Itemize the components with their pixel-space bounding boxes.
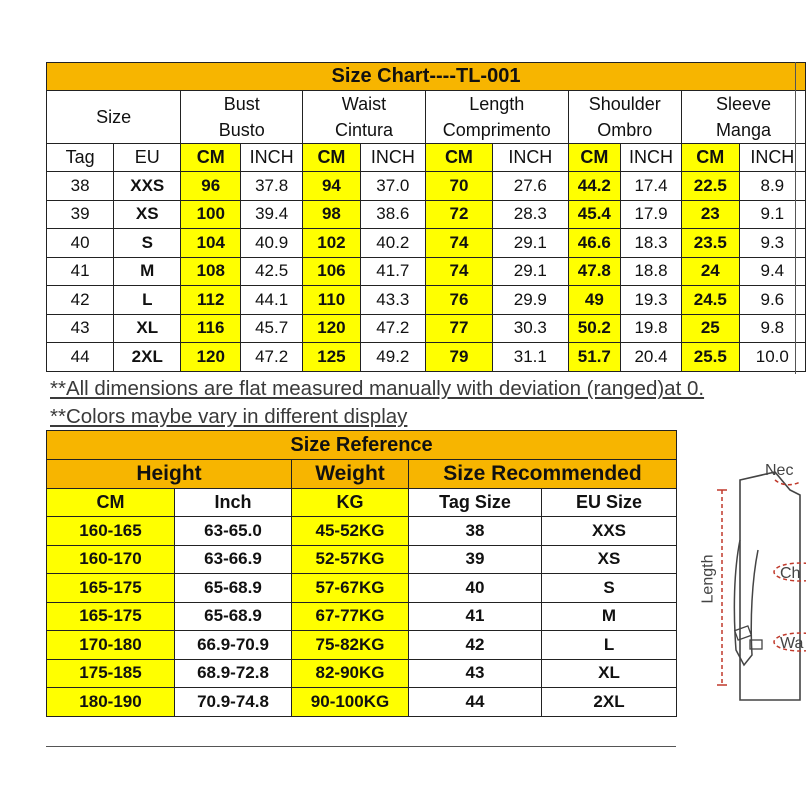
recommended-header: Size Recommended bbox=[409, 460, 677, 489]
tag-label: Tag bbox=[47, 144, 114, 172]
size-header: Size bbox=[47, 91, 181, 144]
inch-cell: 68.9-72.8 bbox=[175, 659, 292, 688]
measure-header: Sleeve Manga bbox=[681, 91, 805, 144]
cm-cell: 180-190 bbox=[47, 688, 175, 717]
size-reference-title: Size Reference bbox=[47, 431, 677, 460]
cm-value-cell: 50.2 bbox=[568, 314, 620, 343]
eu-cell: 2XL bbox=[542, 688, 677, 717]
measure-header: Waist Cintura bbox=[303, 91, 426, 144]
eu-cell: L bbox=[542, 631, 677, 660]
measure-header: Length Comprimento bbox=[425, 91, 568, 144]
cm-value-cell: 120 bbox=[303, 314, 361, 343]
size-chart-table bbox=[46, 62, 806, 372]
size-reference-row bbox=[47, 602, 677, 631]
inch-label: INCH bbox=[493, 144, 569, 172]
size-chart-row bbox=[47, 172, 806, 201]
size-reference-body bbox=[47, 517, 677, 717]
cm-value-cell: 49 bbox=[568, 286, 620, 315]
inch-cell: 70.9-74.8 bbox=[175, 688, 292, 717]
tag-cell: 43 bbox=[409, 659, 542, 688]
size-chart-row bbox=[47, 200, 806, 229]
eu-cell: XXS bbox=[542, 517, 677, 546]
tag-cell: 39 bbox=[409, 545, 542, 574]
cm-value-cell: 74 bbox=[425, 229, 492, 258]
size-chart-body bbox=[47, 172, 806, 372]
garment-diagram bbox=[699, 450, 804, 700]
cm-value-cell: 116 bbox=[181, 314, 241, 343]
inch-value-cell: 27.6 bbox=[493, 172, 569, 201]
tag-cell: 42 bbox=[409, 631, 542, 660]
inch-label: INCH bbox=[360, 144, 425, 172]
size-chart-row bbox=[47, 229, 806, 258]
cm-label: CM bbox=[568, 144, 620, 172]
size-reference-row bbox=[47, 517, 677, 546]
measurement-note: **All dimensions are flat measured manually with deviation (ranged)at 0. bbox=[50, 377, 705, 400]
measure-header: Bust Busto bbox=[181, 91, 303, 144]
inch-value-cell: 29.1 bbox=[493, 229, 569, 258]
size-chart-title: Size Chart----TL-001 bbox=[47, 63, 806, 91]
cm-value-cell: 100 bbox=[181, 200, 241, 229]
length-label: Length bbox=[699, 554, 717, 604]
cm-value-cell: 46.6 bbox=[568, 229, 620, 258]
inch-value-cell: 19.3 bbox=[621, 286, 682, 315]
cm-value-cell: 79 bbox=[425, 343, 492, 372]
tag-cell: 40 bbox=[409, 574, 542, 603]
eu-cell: XXS bbox=[114, 172, 181, 201]
height-header: Height bbox=[47, 460, 292, 489]
eu-size-header: EU Size bbox=[542, 489, 677, 517]
neck-label: Nec bbox=[765, 462, 794, 479]
tag-cell: 39 bbox=[47, 200, 114, 229]
kg-cell: 67-77KG bbox=[292, 602, 409, 631]
tag-cell: 43 bbox=[47, 314, 114, 343]
eu-cell: XS bbox=[114, 200, 181, 229]
size-reference-row bbox=[47, 574, 677, 603]
inch-label: INCH bbox=[621, 144, 682, 172]
measure-header: Shoulder Ombro bbox=[568, 91, 681, 144]
inch-value-cell: 19.8 bbox=[621, 314, 682, 343]
eu-cell: M bbox=[114, 257, 181, 286]
inch-value-cell: 47.2 bbox=[360, 314, 425, 343]
inch-value-cell: 8.9 bbox=[739, 172, 805, 201]
kg-header: KG bbox=[292, 489, 409, 517]
eu-cell: XS bbox=[542, 545, 677, 574]
cm-value-cell: 98 bbox=[303, 200, 361, 229]
size-chart-row bbox=[47, 314, 806, 343]
eu-cell: L bbox=[114, 286, 181, 315]
size-chart-row bbox=[47, 286, 806, 315]
cm-value-cell: 110 bbox=[303, 286, 361, 315]
inch-value-cell: 44.1 bbox=[241, 286, 303, 315]
inch-header: Inch bbox=[175, 489, 292, 517]
cm-value-cell: 24.5 bbox=[681, 286, 739, 315]
kg-cell: 90-100KG bbox=[292, 688, 409, 717]
inch-value-cell: 9.4 bbox=[739, 257, 805, 286]
cm-value-cell: 70 bbox=[425, 172, 492, 201]
size-reference-row bbox=[47, 659, 677, 688]
inch-value-cell: 37.8 bbox=[241, 172, 303, 201]
inch-value-cell: 47.2 bbox=[241, 343, 303, 372]
inch-value-cell: 9.1 bbox=[739, 200, 805, 229]
cm-cell: 165-175 bbox=[47, 574, 175, 603]
eu-cell: M bbox=[542, 602, 677, 631]
inch-value-cell: 41.7 bbox=[360, 257, 425, 286]
inch-value-cell: 42.5 bbox=[241, 257, 303, 286]
cm-value-cell: 76 bbox=[425, 286, 492, 315]
cm-value-cell: 108 bbox=[181, 257, 241, 286]
inch-value-cell: 9.8 bbox=[739, 314, 805, 343]
cm-label: CM bbox=[303, 144, 361, 172]
eu-label: EU bbox=[114, 144, 181, 172]
cm-value-cell: 94 bbox=[303, 172, 361, 201]
size-chart-title-row bbox=[47, 63, 806, 91]
tag-cell: 41 bbox=[409, 602, 542, 631]
tag-cell: 44 bbox=[409, 688, 542, 717]
kg-cell: 75-82KG bbox=[292, 631, 409, 660]
cm-label: CM bbox=[181, 144, 241, 172]
tag-cell: 38 bbox=[47, 172, 114, 201]
group-header-row bbox=[47, 460, 677, 489]
unit-header-row bbox=[47, 144, 806, 172]
inch-value-cell: 45.7 bbox=[241, 314, 303, 343]
kg-cell: 82-90KG bbox=[292, 659, 409, 688]
tag-cell: 40 bbox=[47, 229, 114, 258]
size-reference-title-row bbox=[47, 431, 677, 460]
size-chart-row bbox=[47, 343, 806, 372]
size-chart-header-row bbox=[47, 91, 806, 144]
inch-value-cell: 18.8 bbox=[621, 257, 682, 286]
inch-value-cell: 9.6 bbox=[739, 286, 805, 315]
cm-header: CM bbox=[47, 489, 175, 517]
inch-label: INCH bbox=[739, 144, 805, 172]
inch-value-cell: 20.4 bbox=[621, 343, 682, 372]
eu-cell: S bbox=[114, 229, 181, 258]
cm-value-cell: 24 bbox=[681, 257, 739, 286]
size-reference-row bbox=[47, 545, 677, 574]
cm-value-cell: 112 bbox=[181, 286, 241, 315]
cm-cell: 160-165 bbox=[47, 517, 175, 546]
inch-value-cell: 30.3 bbox=[493, 314, 569, 343]
tag-cell: 44 bbox=[47, 343, 114, 372]
cm-value-cell: 104 bbox=[181, 229, 241, 258]
inch-cell: 63-65.0 bbox=[175, 517, 292, 546]
tag-cell: 38 bbox=[409, 517, 542, 546]
eu-cell: XL bbox=[542, 659, 677, 688]
cm-value-cell: 25 bbox=[681, 314, 739, 343]
inch-value-cell: 29.9 bbox=[493, 286, 569, 315]
inch-cell: 66.9-70.9 bbox=[175, 631, 292, 660]
size-reference-table bbox=[46, 430, 677, 717]
cm-label: CM bbox=[425, 144, 492, 172]
inch-value-cell: 43.3 bbox=[360, 286, 425, 315]
edge-line bbox=[795, 62, 796, 374]
inch-value-cell: 31.1 bbox=[493, 343, 569, 372]
inch-value-cell: 9.3 bbox=[739, 229, 805, 258]
cm-value-cell: 23.5 bbox=[681, 229, 739, 258]
waist-label: Wa bbox=[780, 635, 804, 652]
cm-value-cell: 47.8 bbox=[568, 257, 620, 286]
size-reference-row bbox=[47, 631, 677, 660]
cm-label: CM bbox=[681, 144, 739, 172]
inch-cell: 63-66.9 bbox=[175, 545, 292, 574]
cm-value-cell: 102 bbox=[303, 229, 361, 258]
inch-value-cell: 38.6 bbox=[360, 200, 425, 229]
cm-value-cell: 22.5 bbox=[681, 172, 739, 201]
cm-cell: 175-185 bbox=[47, 659, 175, 688]
inch-value-cell: 10.0 bbox=[739, 343, 805, 372]
inch-value-cell: 28.3 bbox=[493, 200, 569, 229]
eu-cell: S bbox=[542, 574, 677, 603]
cm-value-cell: 74 bbox=[425, 257, 492, 286]
inch-value-cell: 40.9 bbox=[241, 229, 303, 258]
cm-cell: 160-170 bbox=[47, 545, 175, 574]
kg-cell: 52-57KG bbox=[292, 545, 409, 574]
inch-value-cell: 40.2 bbox=[360, 229, 425, 258]
cm-cell: 165-175 bbox=[47, 602, 175, 631]
inch-value-cell: 18.3 bbox=[621, 229, 682, 258]
kg-cell: 45-52KG bbox=[292, 517, 409, 546]
cm-value-cell: 25.5 bbox=[681, 343, 739, 372]
cm-value-cell: 120 bbox=[181, 343, 241, 372]
inch-value-cell: 29.1 bbox=[493, 257, 569, 286]
inch-value-cell: 17.4 bbox=[621, 172, 682, 201]
cm-value-cell: 45.4 bbox=[568, 200, 620, 229]
weight-header: Weight bbox=[292, 460, 409, 489]
eu-cell: 2XL bbox=[114, 343, 181, 372]
cm-value-cell: 96 bbox=[181, 172, 241, 201]
inch-value-cell: 17.9 bbox=[621, 200, 682, 229]
size-reference-row bbox=[47, 688, 677, 717]
inch-label: INCH bbox=[241, 144, 303, 172]
sub-header-row bbox=[47, 489, 677, 517]
tag-cell: 42 bbox=[47, 286, 114, 315]
inch-cell: 65-68.9 bbox=[175, 602, 292, 631]
cm-value-cell: 106 bbox=[303, 257, 361, 286]
inch-value-cell: 49.2 bbox=[360, 343, 425, 372]
cm-value-cell: 51.7 bbox=[568, 343, 620, 372]
cm-value-cell: 72 bbox=[425, 200, 492, 229]
inch-cell: 65-68.9 bbox=[175, 574, 292, 603]
cm-value-cell: 44.2 bbox=[568, 172, 620, 201]
tag-size-header: Tag Size bbox=[409, 489, 542, 517]
chest-label: Ch bbox=[780, 565, 801, 582]
cm-value-cell: 77 bbox=[425, 314, 492, 343]
cm-value-cell: 125 bbox=[303, 343, 361, 372]
size-chart-row bbox=[47, 257, 806, 286]
cm-value-cell: 23 bbox=[681, 200, 739, 229]
kg-cell: 57-67KG bbox=[292, 574, 409, 603]
inch-value-cell: 37.0 bbox=[360, 172, 425, 201]
color-note: **Colors maybe vary in different display bbox=[50, 405, 408, 428]
cm-cell: 170-180 bbox=[47, 631, 175, 660]
tag-cell: 41 bbox=[47, 257, 114, 286]
eu-cell: XL bbox=[114, 314, 181, 343]
bottom-divider bbox=[46, 746, 676, 747]
inch-value-cell: 39.4 bbox=[241, 200, 303, 229]
